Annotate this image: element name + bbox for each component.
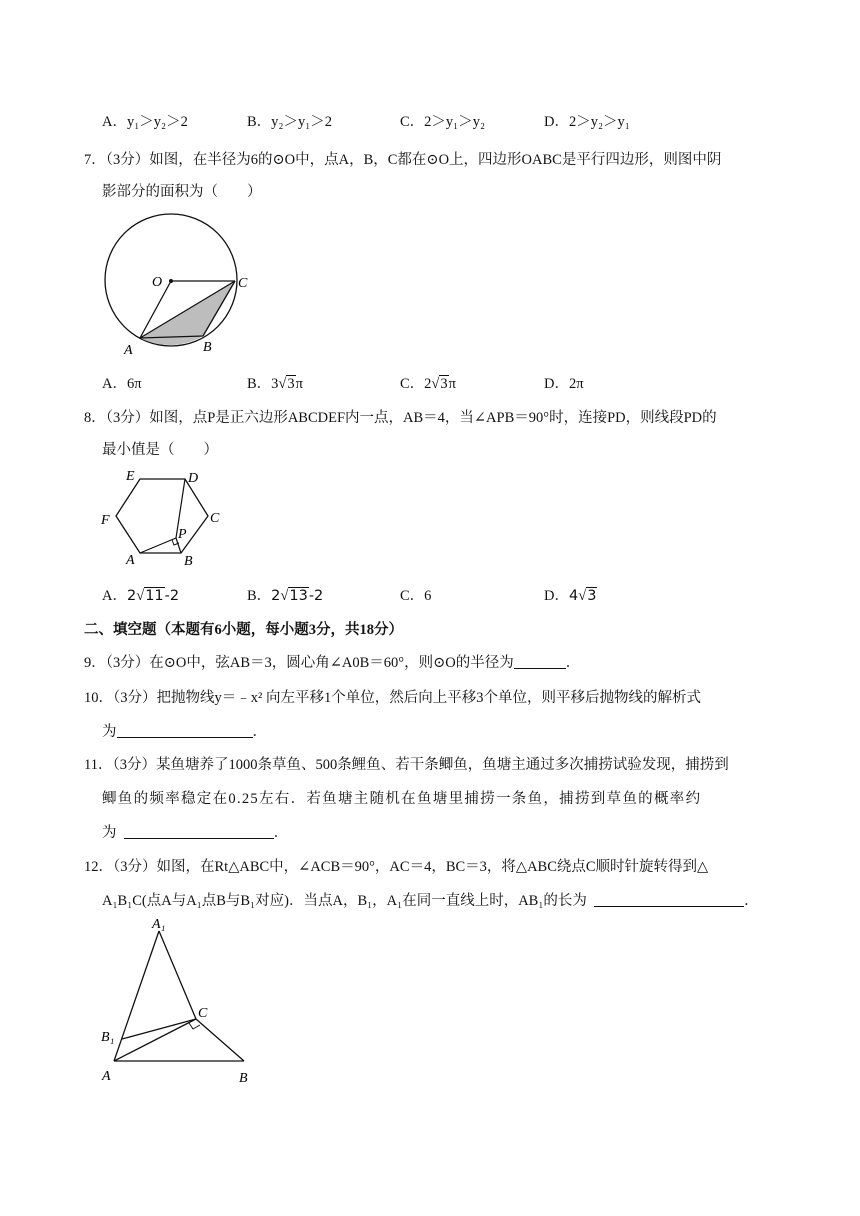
q11-line2: 鲫鱼的频率稳定在0.25左右．若鱼塘主随机在鱼塘里捕捞一条鱼，捕捞到草鱼的概率约 <box>102 791 702 807</box>
q7-option-b[interactable]: B．3√3π <box>247 376 303 392</box>
option-body: 2＞y₁＞y₂ <box>424 114 486 130</box>
q7-option-a[interactable]: A．6π <box>102 376 142 392</box>
q7-line1: 7．（3分）如图，在半径为6的⊙O中，点A，B，C都在⊙O上，四边形OABC是平行四边形，则图中阴 <box>84 152 722 168</box>
label-c: C <box>238 276 248 291</box>
q7-option-d[interactable]: D．2π <box>544 376 584 392</box>
option-body: 2＞y₂＞y₁ <box>568 114 630 130</box>
hexagon <box>116 479 208 553</box>
q8-option-b[interactable]: B．2√13-2 <box>247 588 324 604</box>
q6-option-c[interactable] <box>400 110 485 131</box>
q12-triangle-figure <box>96 914 266 1094</box>
label-b1: B₁ <box>101 1030 115 1045</box>
q7-option-c[interactable]: C．2√3π <box>400 376 456 392</box>
q9-text: 9．（3分）在⊙O中，弦AB＝3，圆心角∠A0B＝60°，则⊙O的半径为 <box>84 655 514 671</box>
q8-line1: 8．（3分）如图，点P是正六边形ABCDEF内一点，AB＝4，当∠APB＝90°时，连接PD，则线段PD的 <box>84 410 717 426</box>
q8-hexagon-figure <box>98 466 228 572</box>
label-b: B <box>184 554 193 569</box>
q11-line1: 11．（3分）某鱼塘养了1000条草鱼、500条鲤鱼、若干条鲫鱼，鱼塘主通过多次捕捞试验发现，捕捞到 <box>84 757 729 773</box>
option-label: B． <box>247 114 272 130</box>
label-a: A <box>126 553 135 568</box>
option-body: y₂＞y₁＞2 <box>271 114 333 130</box>
label-c: C <box>198 1006 208 1021</box>
q6-option-a[interactable] <box>102 110 188 131</box>
section-heading: 二、填空题（本题有6小题，每小题3分，共18分） <box>84 622 403 638</box>
label-c: C <box>210 511 220 526</box>
label-a: A <box>124 343 133 358</box>
label-a1: A₁ <box>152 917 166 932</box>
q10-answer-blank[interactable] <box>117 723 253 738</box>
q12-line2: A₁B₁C(点A与A₁点B与B₁对应)．当点A，B₁，A₁在同一直线上时，AB₁的长为 ． <box>102 893 759 909</box>
q11-line3: 为 ． <box>102 825 289 841</box>
label-p: P <box>178 527 187 542</box>
option-label: A． <box>102 114 127 130</box>
label-o: O <box>152 275 163 290</box>
q8-option-a[interactable]: A．2√11-2 <box>102 588 180 604</box>
q7-line2: 影部分的面积为（ ） <box>102 184 262 200</box>
q6-option-d[interactable] <box>544 110 630 131</box>
q10-line2: 为 ． <box>102 724 267 740</box>
option-label: C． <box>400 114 425 130</box>
label-f: F <box>101 513 110 528</box>
q8-option-d[interactable]: D．4√3 <box>544 588 597 604</box>
label-a: A <box>102 1069 111 1084</box>
option-label: D． <box>544 114 569 130</box>
label-b: B <box>203 340 212 355</box>
q6-option-b[interactable] <box>247 110 332 131</box>
label-b: B <box>239 1071 248 1086</box>
q12-line1: 12．（3分）如图，在Rt△ABC中，∠ACB＝90°，AC＝4，BC＝3，将△ABC绕点C顺时针旋转得到△ <box>84 859 709 875</box>
label-d: D <box>188 471 199 486</box>
q10-line1: 10．（3分）把抛物线y＝﹣x² 向左平移1个单位，然后向上平移3个单位，则平移后抛物线的解析式 <box>84 690 701 706</box>
q8-line2: 最小值是（ ） <box>102 442 218 458</box>
q9-line: 9．（3分）在⊙O中，弦AB＝3，圆心角∠A0B＝60°，则⊙O的半径为 ． <box>84 655 581 671</box>
q9-answer-blank[interactable] <box>514 654 566 669</box>
label-e: E <box>126 469 135 484</box>
q7-circle-figure <box>100 210 270 358</box>
q11-answer-blank[interactable] <box>124 824 274 839</box>
q8-option-c[interactable]: C．6 <box>400 588 432 604</box>
option-body: y₁＞y₂＞2 <box>126 114 188 130</box>
q12-answer-blank[interactable] <box>594 892 744 907</box>
